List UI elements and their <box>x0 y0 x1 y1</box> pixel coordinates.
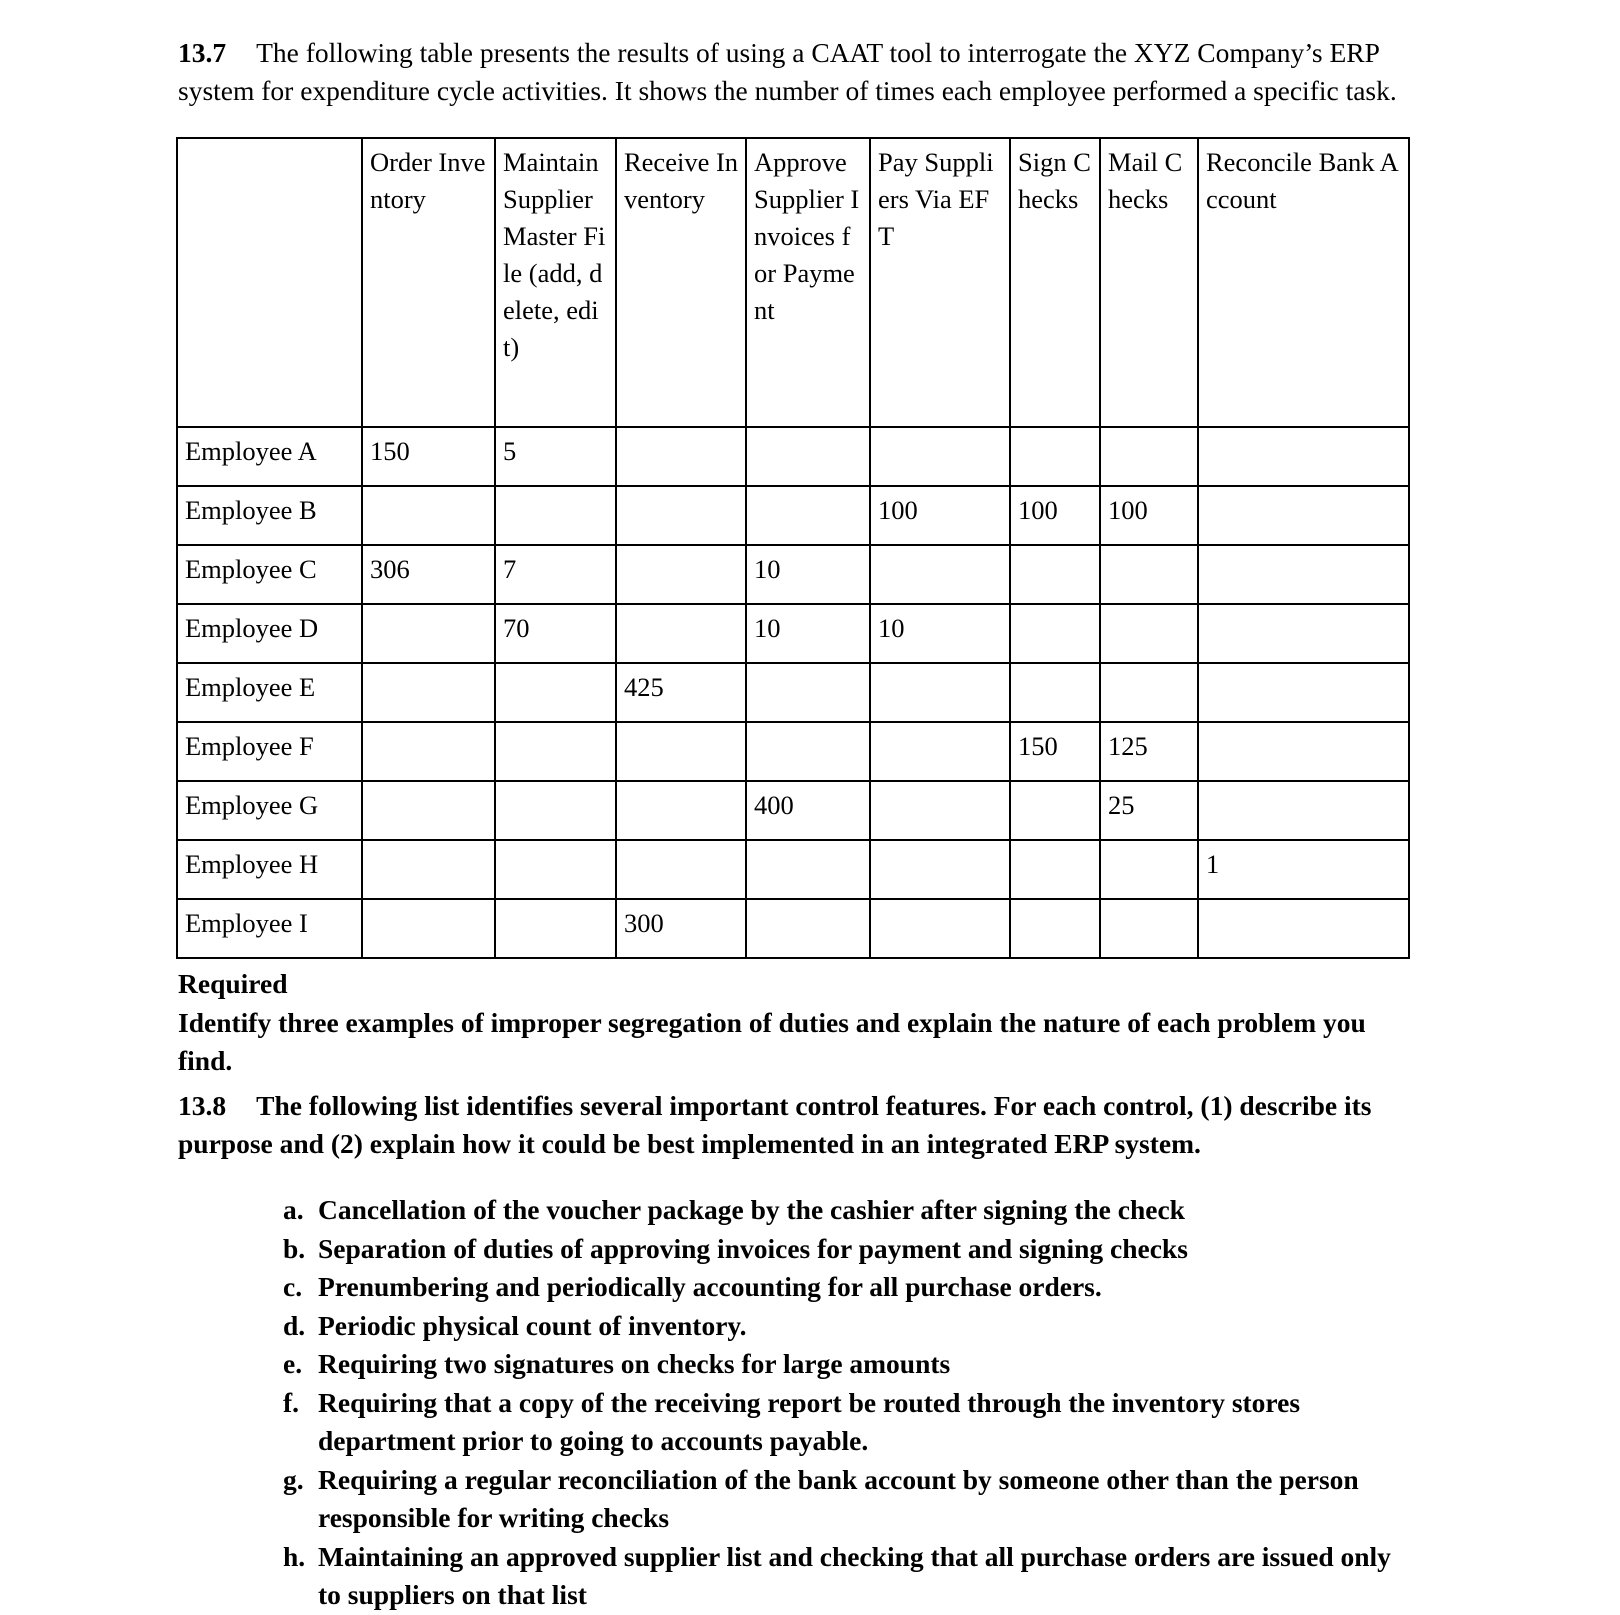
cell: 25 <box>1100 781 1198 840</box>
cell <box>1100 427 1198 486</box>
cell <box>746 427 870 486</box>
cell <box>1010 899 1100 958</box>
list-item-text: Requiring a regular reconciliation of the bank account by someone other than the person responsible for writing checks <box>318 1463 1359 1533</box>
cell <box>870 781 1010 840</box>
table-header-row <box>177 138 1409 427</box>
cell <box>1010 545 1100 604</box>
list-marker: e. <box>283 1348 303 1379</box>
row-label: Employee I <box>177 899 362 958</box>
list-marker: c. <box>283 1271 303 1302</box>
list-item-text: Requiring that a copy of the receiving report be routed through the inventory stores department prior to going to accounts payable. <box>318 1386 1301 1456</box>
list-marker: a. <box>283 1194 304 1225</box>
cell: 100 <box>1010 486 1100 545</box>
table-row <box>177 663 1409 722</box>
cell <box>1198 663 1409 722</box>
cell <box>362 899 495 958</box>
cell <box>746 722 870 781</box>
cell <box>1198 486 1409 545</box>
cell: 70 <box>495 604 616 663</box>
list-item <box>178 1191 1416 1230</box>
cell <box>1010 663 1100 722</box>
cell: 300 <box>616 899 746 958</box>
cell <box>1100 840 1198 899</box>
cell: 125 <box>1100 722 1198 781</box>
cell: 1 <box>1198 840 1409 899</box>
cell <box>870 722 1010 781</box>
cell <box>1100 545 1198 604</box>
cell <box>746 899 870 958</box>
table-row <box>177 899 1409 958</box>
cell <box>495 722 616 781</box>
cell <box>362 840 495 899</box>
table-row <box>177 545 1409 604</box>
cell <box>616 722 746 781</box>
document-content <box>178 6 1416 1615</box>
row-label: Employee D <box>177 604 362 663</box>
list-marker: d. <box>283 1309 306 1341</box>
column-header-order-inventory: Order Inventory <box>362 138 495 427</box>
cell <box>1198 427 1409 486</box>
cell <box>1198 899 1409 958</box>
column-header-sign-checks: Sign Checks <box>1010 138 1100 427</box>
cell: 150 <box>362 427 495 486</box>
cell: 5 <box>495 427 616 486</box>
list-item-text: Separation of duties of approving invoices for payment and signing checks <box>318 1232 1188 1264</box>
cell: 425 <box>616 663 746 722</box>
column-header-employee <box>177 138 362 427</box>
table-row <box>177 604 1409 663</box>
cell <box>495 781 616 840</box>
caat-results-table <box>176 137 1410 959</box>
cell <box>362 663 495 722</box>
cell <box>1100 663 1198 722</box>
table-row <box>177 722 1409 781</box>
row-label: Employee B <box>177 486 362 545</box>
cell <box>362 604 495 663</box>
row-label: Employee A <box>177 427 362 486</box>
control-features-list <box>178 1191 1416 1615</box>
cell <box>746 840 870 899</box>
list-marker: b. <box>283 1232 306 1264</box>
cell <box>1198 604 1409 663</box>
cell <box>1198 545 1409 604</box>
required-text: Identify three examples of improper segregation of duties and explain the nature of each problem you find. <box>178 1006 1366 1076</box>
required-label: Required <box>178 968 288 999</box>
cell <box>616 781 746 840</box>
row-label: Employee G <box>177 781 362 840</box>
column-header-mail-checks: Mail Checks <box>1100 138 1198 427</box>
problem-13-7-number: 13.7 <box>178 36 227 68</box>
cell <box>362 486 495 545</box>
cell <box>1100 899 1198 958</box>
cell <box>870 899 1010 958</box>
cell <box>362 781 495 840</box>
cell: 10 <box>746 545 870 604</box>
table-row <box>177 840 1409 899</box>
cell <box>495 840 616 899</box>
cell <box>616 486 746 545</box>
cell <box>1198 722 1409 781</box>
problem-13-8-number: 13.8 <box>178 1089 227 1121</box>
cell <box>616 545 746 604</box>
list-item-text: Cancellation of the voucher package by the cashier after signing the check <box>318 1194 1185 1225</box>
list-item <box>178 1230 1416 1269</box>
problem-13-7-paragraph <box>178 34 1416 110</box>
cell: 7 <box>495 545 616 604</box>
row-label: Employee H <box>177 840 362 899</box>
list-item <box>178 1461 1416 1538</box>
cell <box>1010 781 1100 840</box>
cell: 150 <box>1010 722 1100 781</box>
required-section <box>178 965 1416 1081</box>
list-item <box>178 1345 1416 1384</box>
list-item <box>178 1307 1416 1346</box>
cell <box>495 486 616 545</box>
problem-13-8-paragraph <box>178 1087 1416 1164</box>
cell <box>870 840 1010 899</box>
table-row <box>177 486 1409 545</box>
cell <box>870 545 1010 604</box>
list-marker: g. <box>283 1463 304 1495</box>
list-item <box>178 1268 1416 1307</box>
column-header-approve-supplier-invoices: Approve Supplier Invoices for Payment <box>746 138 870 427</box>
column-header-reconcile-bank-account: Reconcile Bank Account <box>1198 138 1409 427</box>
list-item <box>178 1384 1416 1461</box>
cell <box>495 899 616 958</box>
cell <box>1198 781 1409 840</box>
column-header-pay-suppliers-via-eft: Pay Suppliers Via EFT <box>870 138 1010 427</box>
cell <box>1100 604 1198 663</box>
row-label: Employee F <box>177 722 362 781</box>
list-item-text: Periodic physical count of inventory. <box>318 1309 747 1341</box>
list-marker: f. <box>283 1386 300 1418</box>
cell: 400 <box>746 781 870 840</box>
column-header-receive-inventory: Receive Inventory <box>616 138 746 427</box>
cell: 100 <box>1100 486 1198 545</box>
cell <box>746 486 870 545</box>
cell <box>1010 427 1100 486</box>
list-item-text: Maintaining an approved supplier list and checking that all purchase orders are issued only to suppliers on that list <box>318 1540 1391 1610</box>
cell <box>746 663 870 722</box>
cell <box>616 840 746 899</box>
cell: 100 <box>870 486 1010 545</box>
table-row <box>177 781 1409 840</box>
cell <box>362 722 495 781</box>
cell <box>870 663 1010 722</box>
problem-13-8-text: The following list identifies several important control features. For each control, (1) describe its purpose and (2) explain how it could be best implemented in an integrated ERP system. <box>178 1089 1372 1159</box>
cell <box>1010 604 1100 663</box>
cell <box>870 427 1010 486</box>
cell <box>616 427 746 486</box>
cell: 10 <box>870 604 1010 663</box>
list-marker: h. <box>283 1540 306 1572</box>
column-header-maintain-supplier-master-file: Maintain Supplier Master File (add, delete, edit) <box>495 138 616 427</box>
cell <box>495 663 616 722</box>
table-row <box>177 427 1409 486</box>
list-item-text: Requiring two signatures on checks for large amounts <box>318 1348 951 1379</box>
cell: 306 <box>362 545 495 604</box>
cell <box>616 604 746 663</box>
problem-13-7-text: The following table presents the results of using a CAAT tool to interrogate the XYZ Company’s ERP system for expenditure cycle activities. It shows the number of times each employee performed a specific task. <box>178 36 1397 106</box>
cell: 10 <box>746 604 870 663</box>
row-label: Employee E <box>177 663 362 722</box>
row-label: Employee C <box>177 545 362 604</box>
list-item <box>178 1538 1416 1615</box>
list-item-text: Prenumbering and periodically accounting for all purchase orders. <box>318 1271 1102 1302</box>
cell <box>1010 840 1100 899</box>
